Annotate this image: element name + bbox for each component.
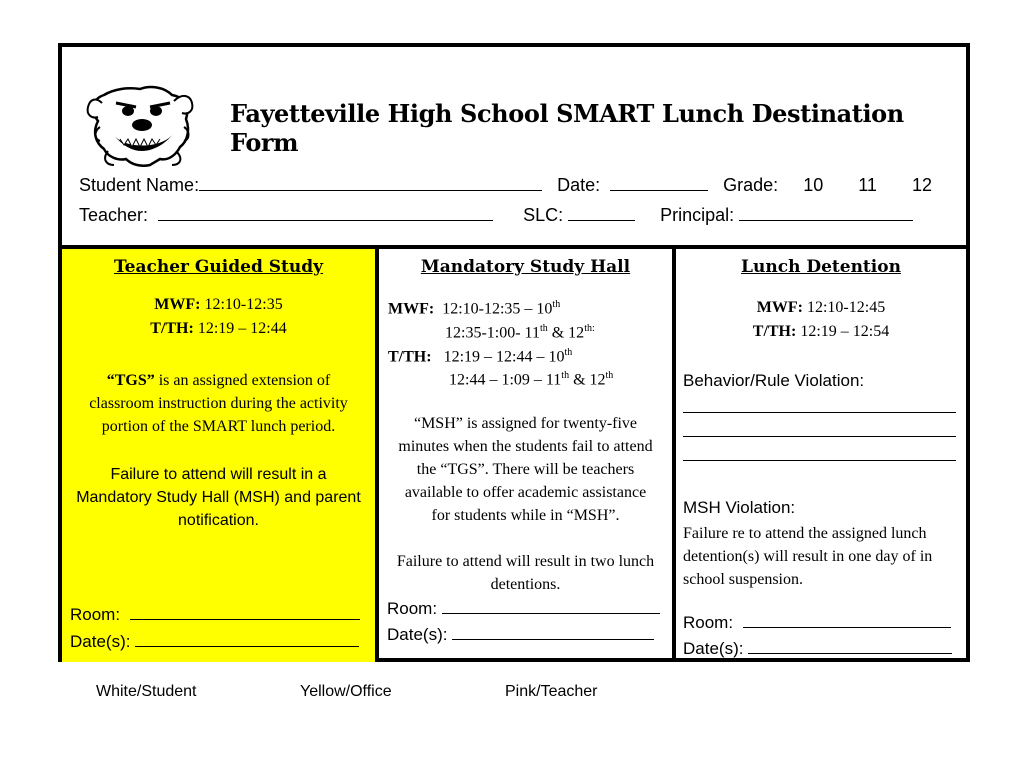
msh-description-line-4: available to offer academic assistance bbox=[404, 484, 647, 501]
msh-mwf-grade-12: & 12 bbox=[547, 324, 585, 342]
student-name-field[interactable] bbox=[199, 175, 542, 191]
msh-tth-time-2: 12:44 – 1:09 – 11 bbox=[449, 371, 562, 389]
form-header bbox=[62, 47, 966, 249]
ld-mwf-label: MWF: bbox=[756, 299, 803, 316]
tgs-description-line-1 bbox=[62, 369, 375, 392]
msh-column bbox=[379, 249, 676, 662]
msh-room-row bbox=[387, 599, 660, 619]
ld-msh-violation-line-2: detention(s) will result in one day of in bbox=[683, 548, 933, 565]
msh-mwf-label: MWF: bbox=[388, 300, 435, 318]
ld-tth-time: 12:19 – 12:54 bbox=[800, 323, 890, 340]
lunch-destination-form bbox=[58, 43, 970, 662]
tgs-room-label: Room: bbox=[70, 605, 121, 624]
tgs-mwf-schedule bbox=[62, 293, 375, 316]
student-name-label: Student Name: bbox=[79, 175, 200, 195]
tgs-failure-line-3: notification. bbox=[178, 512, 259, 529]
msh-dates-label: Date(s): bbox=[387, 625, 448, 644]
tgs-dates-field[interactable] bbox=[135, 632, 359, 647]
ld-dates-field[interactable] bbox=[748, 639, 952, 654]
msh-tth-time-1: 12:19 – 12:44 – 10 bbox=[443, 348, 565, 366]
tgs-failure-line-2: Mandatory Study Hall (MSH) and parent bbox=[76, 489, 361, 506]
ld-tth-label: T/TH: bbox=[752, 323, 797, 340]
tgs-title: Teacher Guided Study bbox=[113, 257, 324, 277]
tgs-mwf-label: MWF: bbox=[154, 296, 201, 313]
ld-mwf-schedule bbox=[676, 296, 966, 319]
form-title: Fayetteville High School SMART Lunch Destination Form bbox=[230, 99, 904, 157]
msh-tth-grade-12: & 12 bbox=[569, 371, 606, 389]
slc-field[interactable] bbox=[568, 205, 635, 221]
msh-dates-row bbox=[387, 625, 654, 645]
tgs-tth-label: T/TH: bbox=[150, 320, 194, 337]
date-label: Date: bbox=[557, 175, 601, 195]
msh-tth-label: T/TH: bbox=[388, 348, 432, 366]
msh-tth-sup-1: th bbox=[564, 347, 573, 358]
tgs-room-row bbox=[70, 605, 360, 625]
ld-msh-violation-line-1: Failure re to attend the assigned lunch bbox=[683, 525, 927, 542]
msh-mwf-sup-3: th: bbox=[584, 323, 595, 334]
msh-mwf-time-1: 12:10-12:35 – 10 bbox=[442, 300, 553, 318]
student-info-row bbox=[79, 175, 932, 196]
ld-column bbox=[676, 249, 966, 662]
teacher-info-row bbox=[79, 205, 913, 226]
ld-mwf-time: 12:10-12:45 bbox=[806, 299, 886, 316]
ld-behavior-label: Behavior/Rule Violation: bbox=[683, 371, 865, 390]
msh-description-line-1: “MSH” is assigned for twenty-five bbox=[413, 415, 638, 432]
tgs-tth-time: 12:19 – 12:44 bbox=[197, 320, 287, 337]
ld-room-label: Room: bbox=[683, 613, 734, 632]
msh-description-line-5: for students while in “MSH”. bbox=[431, 507, 620, 524]
tgs-failure-line-1: Failure to attend will result in a bbox=[110, 466, 327, 483]
tgs-description-bold: “TGS” bbox=[106, 372, 155, 389]
tgs-description-text: is an assigned extension of bbox=[158, 372, 331, 389]
principal-field[interactable] bbox=[739, 205, 913, 221]
ld-behavior-line-1[interactable] bbox=[683, 412, 956, 413]
grade-option-12[interactable]: 12 bbox=[911, 175, 932, 195]
msh-mwf-sup-1: th bbox=[552, 299, 561, 310]
tgs-tth-schedule bbox=[62, 317, 375, 340]
ld-room-field[interactable] bbox=[743, 613, 951, 628]
msh-tth-sup-2: th bbox=[561, 370, 570, 381]
ld-msh-violation-label: MSH Violation: bbox=[683, 498, 796, 517]
msh-dates-field[interactable] bbox=[452, 625, 654, 640]
copy-yellow-office: Yellow/Office bbox=[300, 683, 392, 700]
ld-dates-row bbox=[683, 639, 952, 659]
ld-behavior-line-3[interactable] bbox=[683, 460, 956, 461]
ld-room-row bbox=[683, 613, 951, 633]
msh-title: Mandatory Study Hall bbox=[420, 257, 631, 277]
grade-option-11[interactable]: 11 bbox=[858, 175, 877, 195]
date-field[interactable] bbox=[610, 175, 708, 191]
ld-title: Lunch Detention bbox=[741, 257, 901, 277]
ld-dates-label: Date(s): bbox=[683, 639, 744, 658]
tgs-description-line-3: portion of the SMART lunch period. bbox=[101, 418, 336, 435]
ld-behavior-line-2[interactable] bbox=[683, 436, 956, 437]
msh-failure-line-2: detentions. bbox=[490, 576, 561, 593]
teacher-label: Teacher: bbox=[79, 205, 149, 225]
principal-label: Principal: bbox=[660, 205, 735, 225]
msh-description-line-2: minutes when the students fail to attend bbox=[398, 438, 653, 455]
msh-room-label: Room: bbox=[387, 599, 438, 618]
tgs-dates-label: Date(s): bbox=[70, 632, 131, 651]
msh-tth-sup-3: th bbox=[605, 370, 614, 381]
tgs-dates-row bbox=[70, 632, 359, 652]
msh-room-field[interactable] bbox=[442, 599, 660, 614]
grade-option-10[interactable]: 10 bbox=[803, 175, 824, 195]
ld-msh-violation-line-3: school suspension. bbox=[683, 571, 803, 588]
bulldog-mascot-icon bbox=[80, 81, 206, 167]
grade-label: Grade: bbox=[723, 175, 779, 195]
tgs-mwf-time: 12:10-12:35 bbox=[204, 296, 283, 313]
msh-failure-line-1: Failure to attend will result in two lunch bbox=[396, 553, 655, 570]
tgs-room-field[interactable] bbox=[130, 605, 360, 620]
msh-mwf-time-2: 12:35-1:00- 11 bbox=[445, 324, 540, 342]
teacher-field[interactable] bbox=[158, 205, 493, 221]
copy-pink-teacher: Pink/Teacher bbox=[505, 683, 598, 700]
slc-label: SLC: bbox=[523, 205, 564, 225]
msh-description-line-3: the “TGS”. There will be teachers bbox=[416, 461, 635, 478]
copy-white-student: White/Student bbox=[96, 683, 197, 700]
msh-tth-line-2 bbox=[449, 364, 613, 391]
tgs-description-line-2: classroom instruction during the activity bbox=[89, 395, 348, 412]
msh-mwf-sup-2: th bbox=[539, 323, 548, 334]
ld-tth-schedule bbox=[676, 320, 966, 343]
tgs-column bbox=[62, 249, 379, 662]
